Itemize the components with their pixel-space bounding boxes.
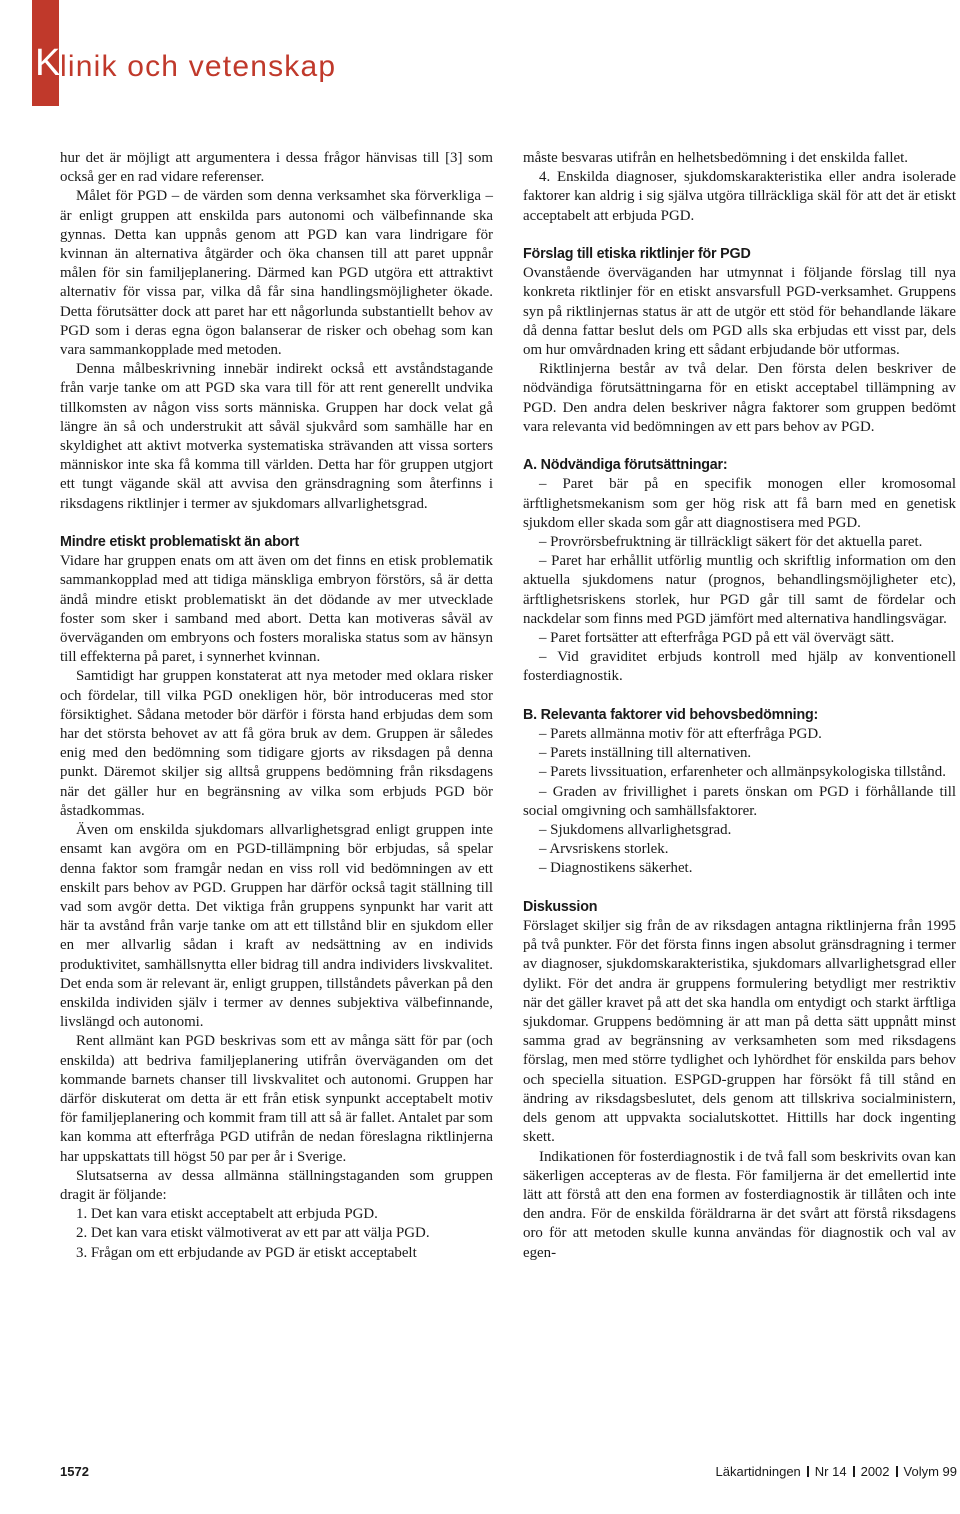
page-number: 1572 xyxy=(60,1464,89,1479)
paragraph: Vidare har gruppen enats om att även om det finns en etisk problematik sammankopplad med att tidiga mänskliga embryon förstörs, så är detta ändå mindre etiskt problematiskt än det dödande av mer utvecklade foster som sker i samband med abort. Detta kan motiveras såväl av överväganden om embryons och fosters moraliska status som av hänsyn till effekterna på paret, i synnerhet kvinnan. xyxy=(60,553,493,666)
separator xyxy=(896,1466,898,1477)
paragraph: Samtidigt har gruppen konstaterat att nya metoder med oklara risker och fördelar, till vilka PGD onekligen hör, bör introduceras med stor försiktighet. Sådana metoder bör därför i första hand erbjudas dem som har det största behovet av att få göra bruk av dem. Gruppen är således enig med den bedömning som tidigare gjorts av riksdagen på denna punkt. Däremot skiljer sig alltså gruppens bedömning från riksdagens när det gäller hur en begränsning av vilka som erbjuds PGD bör åstadkommas. xyxy=(60,668,493,819)
paragraph: Målet för PGD – de värden som denna verksamhet ska förverkliga – är enligt gruppen att enskilda pars autonomi och välbefinnande ska gynnas. Detta kan uppnås genom att PGD kan vara lindrigare för kvinnan än alternativa åtgärder och öka chansen till att paret uppnår målen för sin familjeplanering. Därmed kan PGD utgöra ett attraktivt alternativ för vissa par, vilka då får sina handlingsmöjligheter ökade. Detta förutsätter dock att paret har ett någorlunda substantiellt behov av PGD som i deras egna ögon balanserar de risker och obehag som kan vara sammankopplade med metoden. xyxy=(60,188,493,359)
subheading: B. Relevanta faktorer vid behovsbedömning: xyxy=(523,706,819,723)
year: 2002 xyxy=(860,1464,890,1479)
list-item: 2. Det kan vara etiskt välmotiverat av ett par att välja PGD. xyxy=(76,1225,430,1242)
issue-number: Nr 14 xyxy=(814,1464,847,1479)
paragraph: Även om enskilda sjukdomars allvarlighetsgrad enligt gruppen inte ensamt kan avgöra om en PGD-tillämpning bör erbjudas, så spelar denna faktor som framgår nedan en viss roll vid bedömningen av ett enskilt pars behov av PGD. Gruppen har därför också tagit ställning till vad som avgör detta. Det viktiga från gruppens synpunkt har varit att här ta avstånd från varje tanke om att ett tillstånd blir en sjukdom eller en mer allvarlig sådan i kraft av nedsättning av en individs produktivitet, samhällsnytta eller bidrag till andra individers livskvalitet. Det enda som är relevant är, enligt gruppen, tillståndets påverkan på den enskilda individen själv i termer av dennes subjektiva välbefinnande, livslängd och autonomi. xyxy=(60,822,493,1031)
publication-info xyxy=(716,1464,958,1479)
list-item: – Paret fortsätter att efterfråga PGD på ett väl övervägt sätt. xyxy=(539,630,895,647)
list-item: – Paret har erhållit utförlig muntlig och skriftlig information om den aktuella sjukdomens natur (prognos, behandlingsmöjligheter etc), ärftlighetsriskens storlek, hur PGD går till samt de fördelar och nackdelar som finns med PGD jämfört med alternativa handlingsvägar. xyxy=(523,553,956,627)
section-title: linik och vetenskap xyxy=(60,50,337,83)
subheading: Mindre etiskt problematiskt än abort xyxy=(60,534,300,551)
brand-initial: K xyxy=(35,42,61,84)
left-column xyxy=(60,149,493,1263)
subheading: A. Nödvändiga förutsättningar: xyxy=(523,457,728,474)
list-item: 1. Det kan vara etiskt acceptabelt att erbjuda PGD. xyxy=(76,1206,378,1223)
list-item: – Arvsriskens storlek. xyxy=(539,841,669,858)
list-item: – Graden av frivillighet i parets önskan om PGD i förhållande till social omgivning och samhällsfaktorer. xyxy=(523,783,956,819)
paragraph: Förslaget skiljer sig från de av riksdagen antagna riktlinjerna från 1995 på två punkter. För det första finns ingen absolut gränsdragning i termer av diagnoser, sjukdomskarakteristika, sjukdomars allvarlighetsgrad eller dylikt. För det andra är gruppens formulering betydligt mer restriktiv när det gäller kravet på att det ska handla om entydigt och starkt ärftliga sjukdomar. Gruppens bedömning är att man på detta sätt uppnått minst samma grad av begränsning av verksamheten som med riksdagens förslag, men med större tydlighet och lyhördhet för enskilda pars behov och speciella situation. ESPGD-gruppen har försökt få till stånd en ändring av riksdagsbeslutet, dels genom att tillskriva socialministern, dels genom att uppvakta socialutskottet. Hittills har dock ingenting skett. xyxy=(523,918,956,1146)
volume: Volym 99 xyxy=(903,1464,957,1479)
list-item: 3. Frågan om ett erbjudande av PGD är etiskt acceptabelt xyxy=(76,1244,417,1261)
list-item: – Parets allmänna motiv för att efterfråga PGD. xyxy=(539,726,822,743)
paragraph: Denna målbeskrivning innebär indirekt också ett avståndstagande från varje tanke om att PGD ska vara till för att rent generellt undvika tillkomsten av någon viss sorts människa. Gruppen har dock velat gå längre än så och understrukit att såväl sjukvård som samhälle har en skyldighet att aktivt motverka systematiska strävanden att vissa sorters människor inte ska få komma till världen. Detta har för gruppen utgjort ett tungt vägande skäl att avvisa den gränsdragning som återfinns i riksdagens riktlinjer i termer av sjukdomars allvarlighetsgrad. xyxy=(60,361,493,512)
subheading: Diskussion xyxy=(523,898,598,915)
paragraph: Ovanstående överväganden har utmynnat i följande förslag till nya konkreta riktlinjer för en etiskt ansvarsfull PGD-verksamhet. Gruppens syn på riktlinjernas status är att de utgör ett stöd för behandlande läkare då denna fattar beslut dels om PGD alls ska erbjudas ett visst par, dels om hur omvårdnaden kring ett sådant erbjudande bör utformas. xyxy=(523,265,956,359)
list-item: – Paret bär på en specifik monogen eller kromosomal ärftlighetsmekanism som ger hög risk att få barn med en genetisk sjukdom eller skada som går att diagnostisera med PGD. xyxy=(523,476,956,531)
paragraph: Indikationen för fosterdiagnostik i de två fall som beskrivits ovan kan säkerligen accepteras av de flesta. För familjerna är det emellertid inte lätt att förstå att den ena formen av fosterdiagnostik är tillåten och inte den andra. För de enskilda föräldrarna är det svårt att förstå riksdagens oro för att metoden skulle kunna användas för diagnostik och val av egen- xyxy=(523,1148,956,1261)
list-item: – Parets inställning till alternativen. xyxy=(539,745,752,762)
list-item: – Parets livssituation, erfarenheter och allmänpsykologiska tillstånd. xyxy=(539,764,946,781)
list-item: – Provrörsbefruktning är tillräckligt säkert för det aktuella paret. xyxy=(539,534,923,551)
page-footer xyxy=(60,1464,957,1484)
paragraph: Rent allmänt kan PGD beskrivas som ett av många sätt för par (och enskilda) att bedriva familjeplanering utifrån överväganden om det kommande barnets chanser till livskvalitet och autonomi. Gruppen har därför diskuterat om detta är ett från etisk synpunkt acceptabelt motiv för familjeplanering och kommit fram till att så är fallet. Antalet par som kan komma att efterfråga PGD utifrån de nedan föreslagna riktlinjerna har uppskattats till högst 50 par per år i Sverige. xyxy=(60,1033,493,1165)
separator xyxy=(853,1466,855,1477)
right-column xyxy=(523,149,956,1263)
list-item: – Sjukdomens allvarlighetsgrad. xyxy=(539,822,732,839)
journal-name: Läkartidningen xyxy=(715,1464,801,1479)
paragraph: hur det är möjligt att argumentera i dessa frågor hänvisas till [3] som också ger en rad vidare referenser. xyxy=(60,150,493,186)
paragraph: Slutsatserna av dessa allmänna ställningstaganden som gruppen dragit är följande: xyxy=(60,1167,493,1203)
subheading: Förslag till etiska riktlinjer för PGD xyxy=(523,246,751,262)
paragraph: måste besvaras utifrån en helhetsbedömning i det enskilda fallet. xyxy=(523,150,908,166)
list-item: – Vid graviditet erbjuds kontroll med hjälp av konventionell fosterdiagnostik. xyxy=(523,649,956,685)
paragraph: Riktlinjerna består av två delar. Den första delen beskriver de nödvändiga förutsättningarna för en etiskt acceptabel tillämpning av PGD. Den andra delen beskriver några faktorer som gruppen bedömt vara relevanta vid bedömningen av ett pars behov av PGD. xyxy=(523,361,956,435)
list-item: – Diagnostikens säkerhet. xyxy=(539,860,693,877)
separator xyxy=(807,1466,809,1477)
paragraph: 4. Enskilda diagnoser, sjukdomskarakteristika eller andra isolerade faktorer kan aldrig i sig själva utgöra tillräckliga skäl för att det är etiskt acceptabelt att erbjuda PGD. xyxy=(523,169,956,224)
